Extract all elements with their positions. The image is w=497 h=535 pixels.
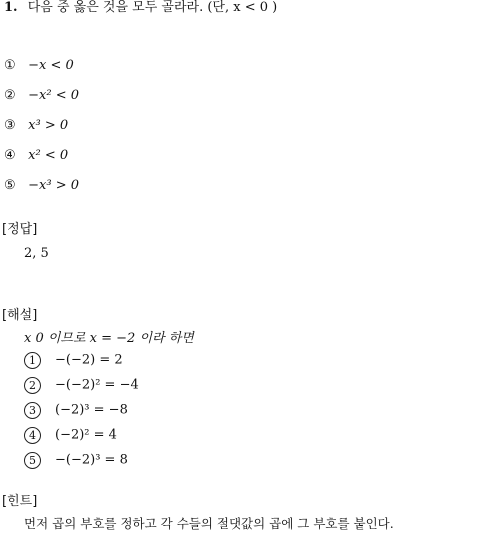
question-text: 다음 중 옳은 것을 모두 골라라. (단, x < 0 ) (27, 0, 278, 15)
step-expression: −(−2)³ = 8 (55, 452, 128, 468)
choice-expression: −x³ > 0 (28, 178, 80, 193)
question-number: 1. (4, 0, 18, 15)
choice-mark: ③ (4, 118, 16, 133)
choice-mark: ① (4, 58, 16, 73)
explanation-intro: x 0 이므로 x = −2 이라 하면 (24, 331, 194, 346)
choice-2 (4, 88, 79, 104)
choice-mark: ⑤ (4, 178, 16, 193)
hint-label: [힌트] (2, 494, 38, 509)
step-marker: 1 (24, 352, 41, 369)
explanation-step-3 (24, 402, 128, 419)
step-marker: 5 (24, 452, 41, 469)
hint-text: 먼저 곱의 부호를 정하고 각 수들의 절댓값의 곱에 그 부호를 붙인다. (24, 516, 394, 531)
step-expression: (−2)³ = −8 (55, 402, 128, 418)
choice-3 (4, 118, 68, 134)
choice-expression: −x² < 0 (28, 88, 80, 103)
explanation-step-2 (24, 377, 139, 394)
explanation-step-4 (24, 427, 117, 444)
step-expression: −(−2) = 2 (55, 352, 123, 368)
step-expression: (−2)² = 4 (55, 427, 117, 443)
step-marker: 4 (24, 427, 41, 444)
answer-value: 2, 5 (24, 246, 49, 261)
choice-mark: ② (4, 88, 16, 103)
explanation-label: [해설] (2, 308, 38, 323)
choice-expression: −x < 0 (28, 58, 74, 73)
explanation-step-5 (24, 452, 128, 469)
step-marker: 3 (24, 402, 41, 419)
choice-expression: x³ > 0 (28, 118, 69, 133)
step-expression: −(−2)² = −4 (55, 377, 139, 393)
explanation-step-1 (24, 352, 123, 369)
answer-label: [정답] (2, 222, 38, 237)
choice-expression: x² < 0 (28, 148, 69, 163)
choice-4 (4, 148, 68, 164)
choice-5 (4, 178, 79, 194)
step-marker: 2 (24, 377, 41, 394)
choice-mark: ④ (4, 148, 16, 163)
choice-1 (4, 58, 74, 74)
question-header (4, 0, 277, 16)
